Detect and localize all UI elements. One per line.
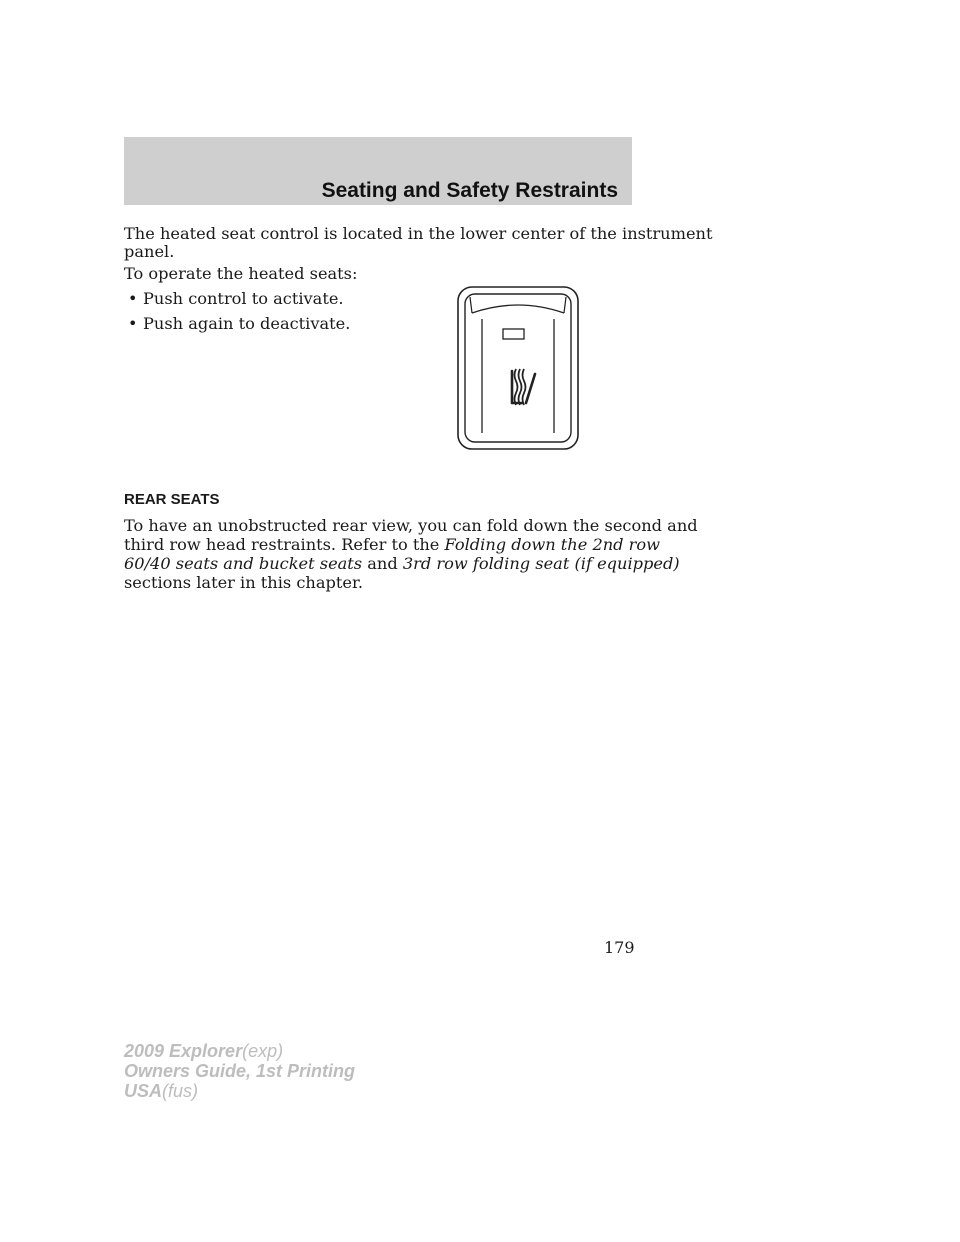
footer-model-code: (exp) (242, 1041, 284, 1061)
page-number: 179 (604, 938, 635, 957)
operate-heated-seats-intro: To operate the heated seats: (124, 264, 358, 283)
print-footer (124, 1041, 355, 1101)
section-header-bar (124, 137, 632, 205)
footer-market-code: (fus) (162, 1081, 199, 1101)
bullet-marker: • (128, 289, 138, 308)
intro-paragraph-line-1: The heated seat control is located in the lower center of the instrument (124, 224, 713, 243)
footer-line-2 (124, 1061, 355, 1081)
footer-printing: Owners Guide, 1st Printing (124, 1061, 356, 1081)
seats-bucket-reference: 60/40 seats and bucket seats (124, 554, 363, 573)
bullet-item-deactivate: Push again to deactivate. (143, 314, 351, 333)
rear-seats-paragraph-line-3 (124, 554, 680, 574)
3rd-row-folding-seat-reference: 3rd row folding seat (if equipped) (402, 554, 680, 573)
section-title: Seating and Safety Restraints (321, 179, 618, 202)
bullet-item-activate: Push control to activate. (143, 289, 344, 308)
folding-2nd-row-reference: Folding down the 2nd row (444, 535, 661, 554)
rear-seats-text: third row head restraints. Refer to the (124, 535, 445, 554)
heated-seat-switch-icon (456, 285, 580, 451)
footer-line-3 (124, 1081, 355, 1101)
rear-seats-text: and (362, 554, 403, 573)
footer-line-1 (124, 1041, 355, 1061)
rear-seats-paragraph-line-1: To have an unobstructed rear view, you can fold down the second and (124, 516, 698, 535)
footer-market: USA (124, 1081, 163, 1101)
intro-paragraph-line-2: panel. (124, 242, 175, 261)
bullet-marker: • (128, 314, 138, 333)
rear-seats-paragraph-line-4: sections later in this chapter. (124, 573, 364, 592)
footer-model: 2009 Explorer (124, 1041, 243, 1061)
rear-seats-heading: REAR SEATS (124, 491, 220, 508)
rear-seats-paragraph-line-2 (124, 535, 660, 555)
